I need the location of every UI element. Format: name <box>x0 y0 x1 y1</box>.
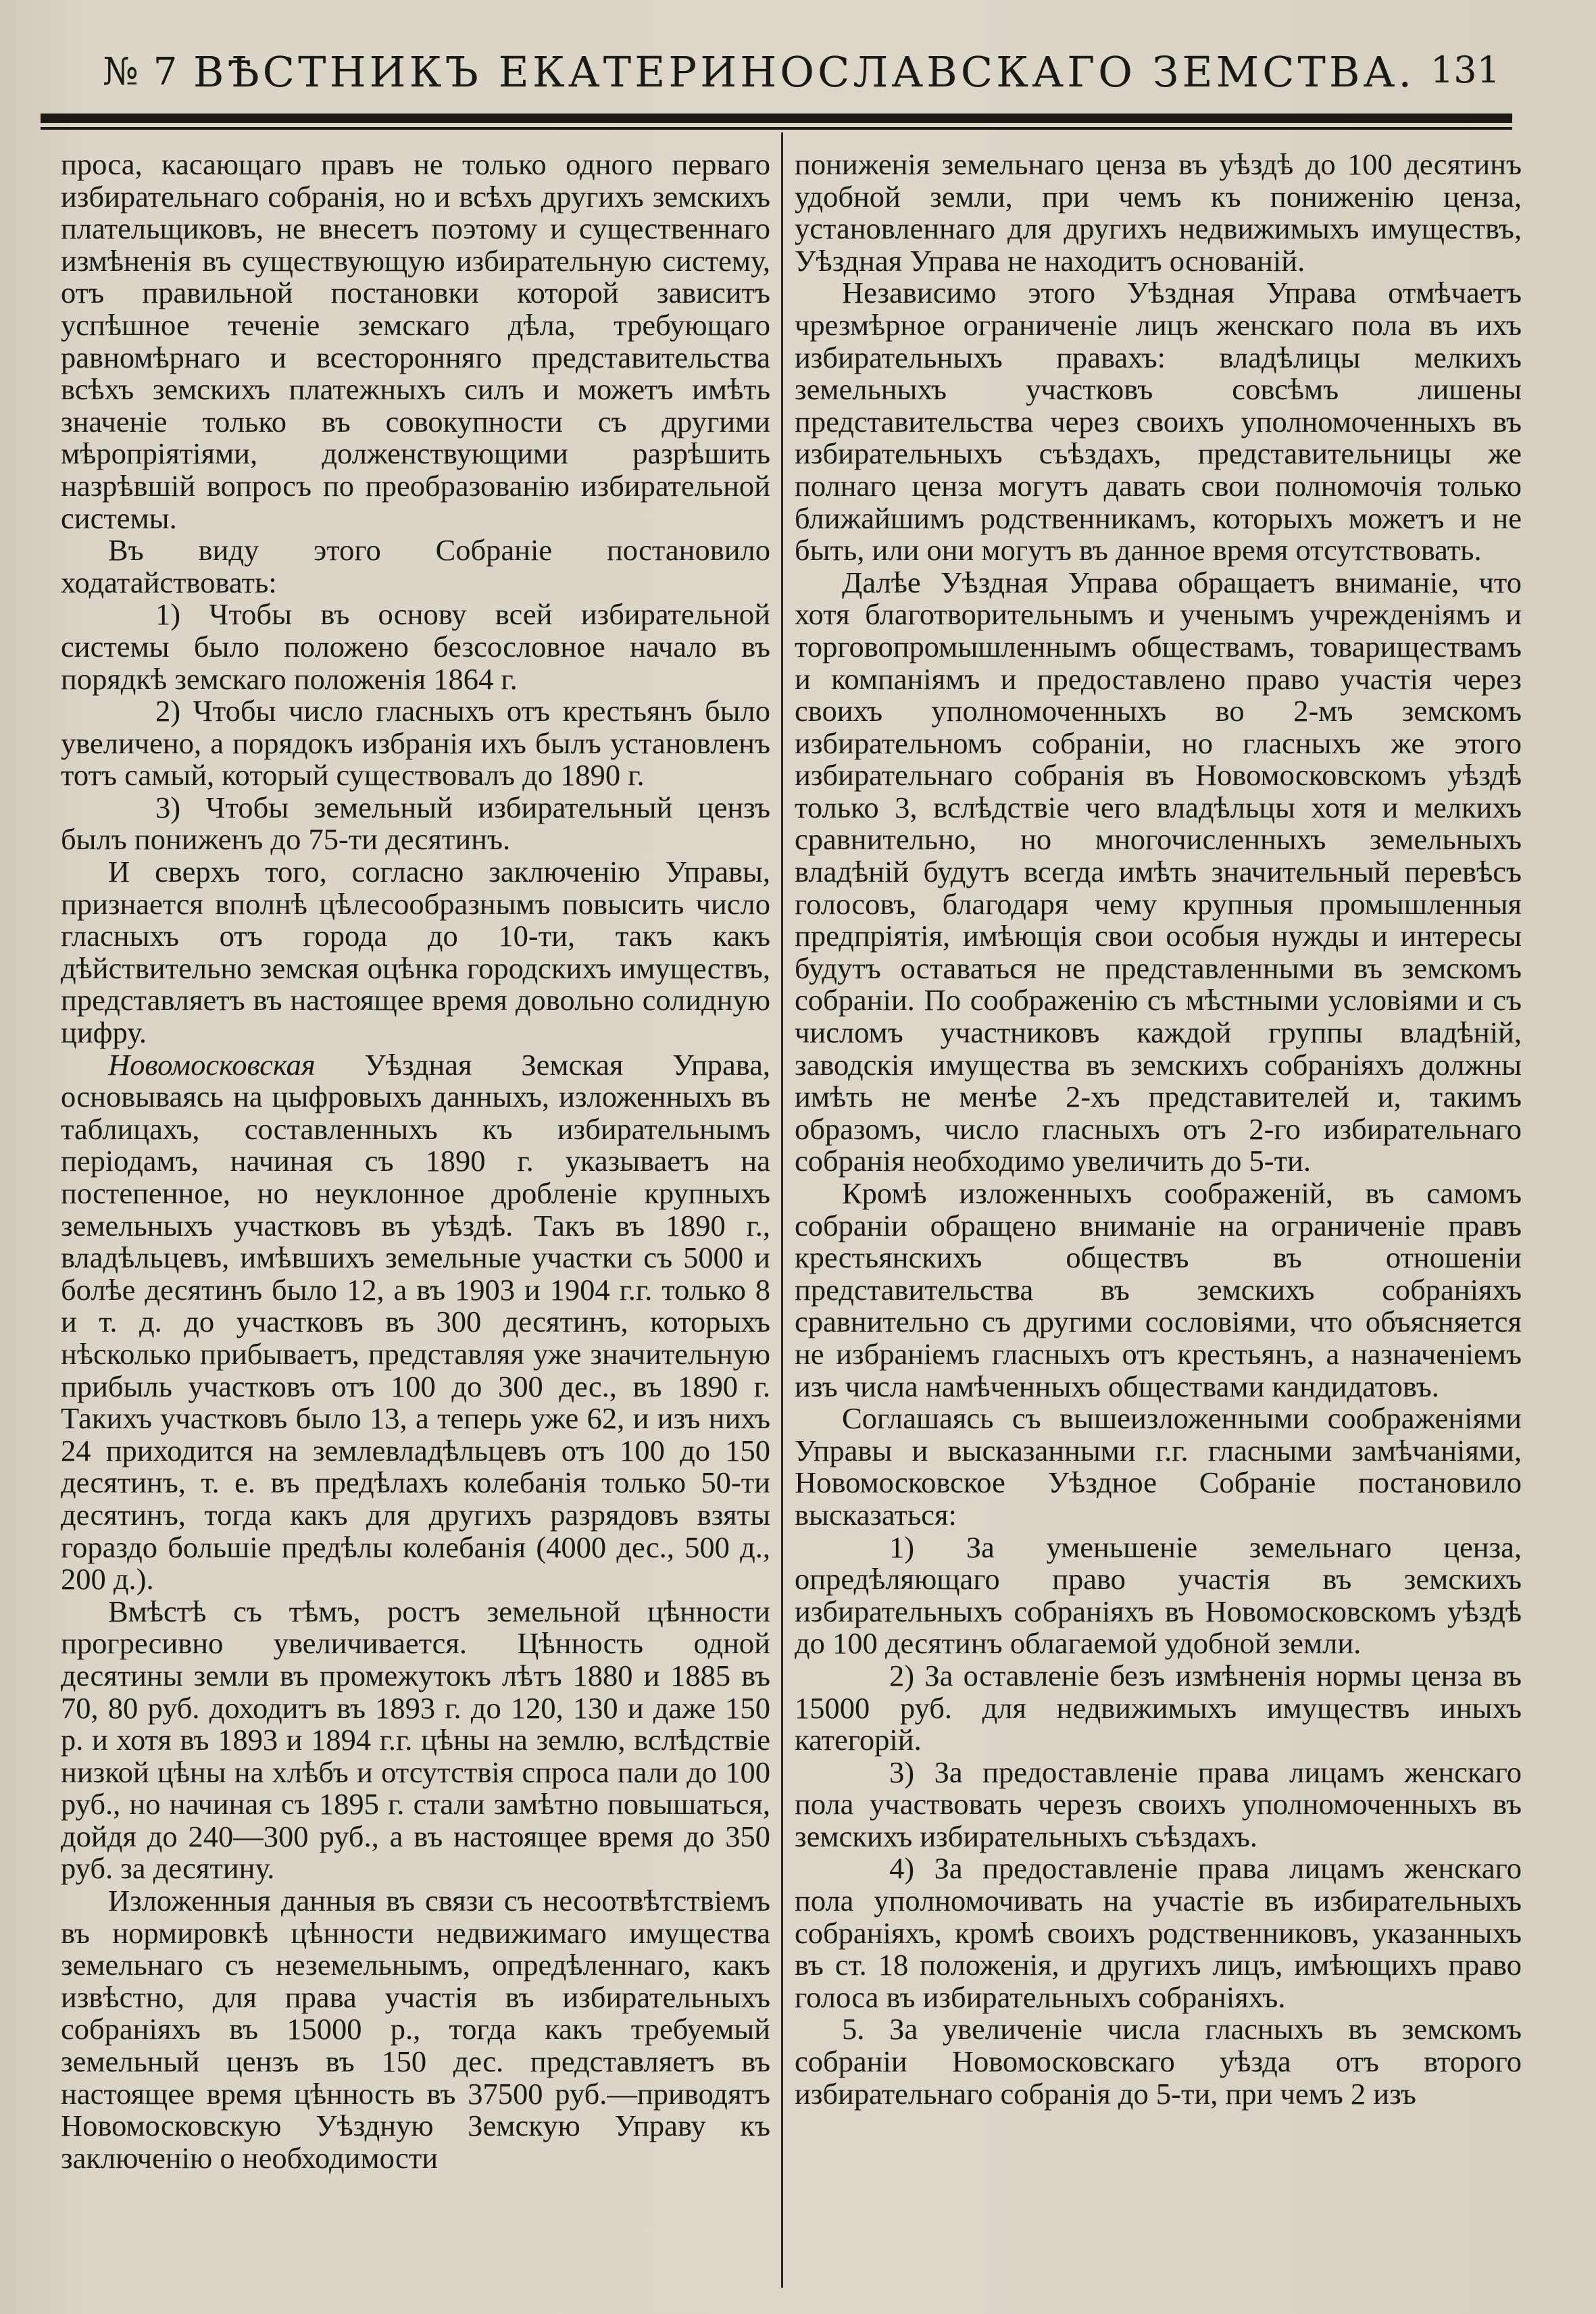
right-column <box>795 149 1522 2110</box>
paragraph: Изложенныя данныя въ связи съ несоотвѣтствіемъ въ нормировкѣ цѣнности недвижимаго имущества земельнаго съ неземельнымъ, опредѣленнаго, какъ извѣстно, для права участія въ избирательныхъ собраніяхъ въ 15000 р., тогда какъ требуемый земельный цензъ въ 150 дес. представляетъ въ настоящее время цѣнность въ 37500 руб.—приводятъ Новомосковскую Уѣздную Земскую Управу къ заключенію о необходимости <box>61 1884 770 2175</box>
paragraph: Вмѣстѣ съ тѣмъ, ростъ земельной цѣнности прогресивно увеличивается. Цѣнность одной десятины земли въ промежутокъ лѣтъ 1880 и 1885 въ 70, 80 руб. доходитъ въ 1893 г. до 120, 130 и даже 150 р. и хотя въ 1893 и 1894 г.г. цѣны на землю, вслѣдствіе низкой цѣны на хлѣбъ и отсутствія спроса пали до 100 руб., но начиная съ 1895 г. стали замѣтно повышаться, дойдя до 240—300 руб., а въ настоящее время до 350 руб. за десятину. <box>61 1594 770 1886</box>
paragraph: И сверхъ того, согласно заключенію Управы, признается вполнѣ цѣлесообразнымъ повысить число гласныхъ отъ города до 10-ти, такъ какъ дѣйствительно земская оцѣнка городскихъ имуществъ, представляетъ въ настоящее время довольно солидную цифру. <box>61 855 770 1050</box>
header-rule-thin <box>41 127 1512 130</box>
page-header <box>68 41 1541 108</box>
column-divider <box>781 132 783 2288</box>
header-rule-thick <box>41 114 1512 123</box>
list-item: 3) За предоставленіе права лицамъ женскаго пола участвовать черезъ своихъ уполномоченныхъ въ земскихъ избирательныхъ съѣздахъ. <box>795 1755 1522 1853</box>
paragraph: Кромѣ изложенныхъ соображеній, въ самомъ собраніи обращено вниманіе на ограниченіе правъ крестьянскихъ обществъ въ отношеніи представительства въ земскихъ собраніяхъ сравнительно съ другими сословіями, что объясняется не избраніемъ гласныхъ отъ крестьянъ, а назначеніемъ изъ числа намѣченныхъ обществами кандидатовъ. <box>795 1176 1522 1403</box>
paragraph <box>61 1049 770 1596</box>
paragraph: Соглашаясь съ вышеизложенными соображеніями Управы и высказанными г.г. гласными замѣчаніями, Новомосковское Уѣздное Собраніе постановило высказаться: <box>795 1401 1522 1532</box>
paragraph: Независимо этого Уѣздная Управа отмѣчаетъ чрезмѣрное ограниченіе лицъ женскаго пола въ ихъ избирательныхъ правахъ: владѣлицы мелкихъ земельныхъ участковъ совсѣмъ лишены представительства через своихъ уполномоченныхъ въ избирательныхъ съѣздахъ, представительницы же полнаго ценза могутъ давать свои полномочія только ближайшимъ родственникамъ, которыхъ можетъ и не быть, или они могутъ въ данное время отсутствовать. <box>795 276 1522 568</box>
list-item: 5. За увеличеніе числа гласныхъ въ земскомъ собраніи Новомосковскаго уѣзда отъ второго избирательнаго собранія до 5-ти, при чемъ 2 изъ <box>795 2012 1522 2111</box>
list-item: 2) Чтобы число гласныхъ отъ крестьянъ было увеличено, а порядокъ избранія ихъ былъ установленъ тотъ самый, который существовалъ до 1890 г. <box>61 694 770 793</box>
paragraph: пониженія земельнаго ценза въ уѣздѣ до 100 десятинъ удобной земли, при чемъ къ пониженію ценза, установленнаго для другихъ недвижимыхъ имуществъ, Уѣздная Управа не находитъ основаній. <box>795 147 1522 278</box>
list-item: 1) За уменьшеніе земельнаго ценза, опредѣляющаго право участія въ земскихъ избирательныхъ собраніяхъ въ Новомосковскомъ уѣздѣ до 100 десятинъ облагаемой удобной земли. <box>795 1530 1522 1661</box>
page-number: 131 <box>1430 49 1500 91</box>
list-item: 3) Чтобы земельный избирательный цензъ былъ пониженъ до 75-ти десятинъ. <box>61 790 770 857</box>
paragraph: Въ виду этого Собраніе постановило ходатайствовать: <box>61 533 770 599</box>
list-item: 2) За оставленіе безъ измѣненія нормы ценза въ 15000 руб. для недвижимыхъ имуществъ иныхъ категорій. <box>795 1658 1522 1757</box>
issue-number: № 7 <box>103 50 179 94</box>
left-column <box>61 149 770 2174</box>
italic-place-name: Новомосковская <box>108 1047 316 1082</box>
journal-title: ВѢСТНИКЪ ЕКАТЕРИНОСЛАВСКАГО ЗЕМСТВА. <box>193 47 1416 97</box>
paragraph: Далѣе Уѣздная Управа обращаетъ вниманіе, что хотя благотворительнымъ и ученымъ учрежденіямъ и торговопромышленнымъ обществамъ, товариществамъ и компаніямъ и предоставлено право участія через своихъ уполномоченныхъ во 2-мъ земскомъ избирательномъ собраніи, но гласныхъ же этого избирательнаго собранія въ Новомосковскомъ уѣздѣ только 3, вслѣдствіе чего владѣльцы хотя и мелкихъ сравнительно, но многочисленныхъ земельныхъ владѣній будутъ всегда имѣть значительный перевѣсъ голосовъ, благодаря чему крупныя промышленныя предпріятія, имѣющія свои особыя нужды и интересы будутъ оставаться не представленными въ земскомъ собраніи. По соображенію съ мѣстными условіями и съ числомъ участниковъ каждой группы владѣній, заводскія имущества въ земскихъ собраніяхъ должны имѣть не менѣе 2-хъ представителей и, такимъ образомъ, число гласныхъ отъ 2-го избирательнаго собранія необходимо увеличить до 5-ти. <box>795 565 1522 1178</box>
paragraph: проса, касающаго правъ не только одного перваго избирательнаго собранія, но и всѣхъ другихъ земскихъ плательщиковъ, не внесетъ поэтому и существеннаго измѣненія въ существующую избирательную систему, отъ правильной постановки которой зависитъ успѣшное теченіе земскаго дѣла, требующаго равномѣрнаго и всесторонняго представительства всѣхъ земскихъ платежныхъ силъ и можетъ имѣть значеніе только въ совокупности съ другими мѣропріятіями, долженствующими разрѣшить назрѣвшій вопросъ по преобразованію избирательной системы. <box>61 147 770 535</box>
paragraph-text: Уѣздная Земская Управа, основываясь на цыфровыхъ данныхъ, изложенныхъ въ таблицахъ, составленныхъ къ избирательнымъ періодамъ, начиная съ 1890 г. указываетъ на постепенное, но неуклонное дробленіе крупныхъ земельныхъ участковъ въ уѣздѣ. Такъ въ 1890 г., владѣльцевъ, имѣвшихъ земельные участки съ 5000 и болѣе десятинъ было 12, а въ 1903 и 1904 г.г. только 8 и т. д. до участковъ въ 300 десятинъ, которыхъ нѣсколько прибываетъ, представляя уже значительную прибыль участковъ отъ 100 до 300 дес., въ 1890 г. Такихъ участковъ было 13, а теперь уже 62, и изъ нихъ 24 приходится на землевладѣльцевъ отъ 100 до 150 десятинъ, т. е. въ предѣлахъ колебанія только 50-ти десятинъ, тогда какъ для другихъ разрядовъ взяты гораздо большіе предѣлы колебанія (4000 дес., 500 д., 200 д.). <box>61 1047 770 1596</box>
list-item: 1) Чтобы въ основу всей избирательной системы было положено безсословное начало въ порядкѣ земскаго положенія 1864 г. <box>61 597 770 696</box>
list-item: 4) За предоставленіе права лицамъ женскаго пола уполномочивать на участіе въ избирательныхъ собраніяхъ, кромѣ своихъ родственниковъ, указанныхъ въ ст. 18 положенія, и другихъ лицъ, имѣющихъ право голоса въ избирательныхъ собраніяхъ. <box>795 1851 1522 2014</box>
